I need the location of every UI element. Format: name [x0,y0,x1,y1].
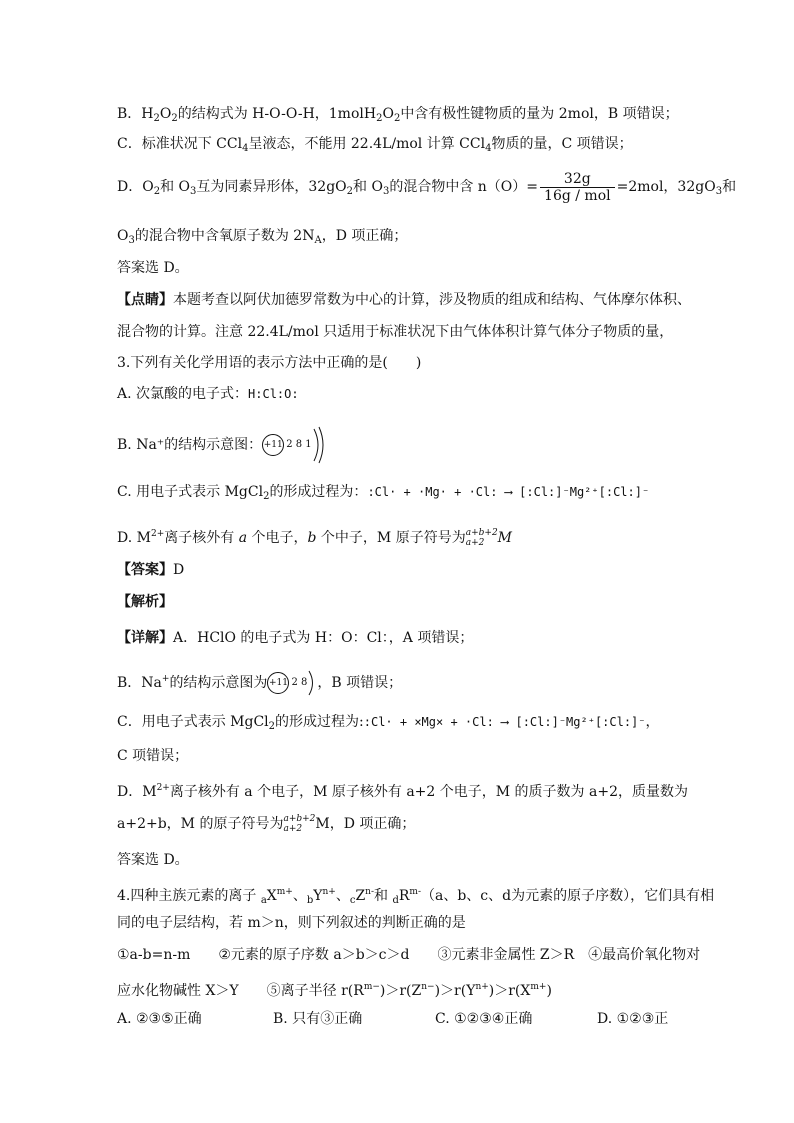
q4-choice-c[interactable] [435,1009,532,1029]
text: ，D 项正确； [321,228,408,244]
text: R [398,888,410,904]
q4-choice-a[interactable] [117,1009,202,1029]
subscript: A [314,235,322,246]
text: )＞r(Z [379,983,422,999]
q3-detail-c-cont [117,746,188,766]
text: 的结构示意图为 [169,675,268,691]
q2-option-d-explanation-cont [117,226,407,251]
q2-option-d-explanation [117,170,736,209]
nuclide-indices [466,528,498,548]
electron-shells: 2 8 1 [286,439,312,450]
q3-option-a [117,384,299,404]
q3-detail-d-cont [117,814,415,834]
choice-label: C. ①②③④正确 [435,1011,533,1027]
q2-key-point-cont [117,322,673,342]
superscript: m− [363,982,380,992]
q3-stem [117,353,421,373]
superscript: m+ [276,887,293,897]
superscript: 2+ [156,783,170,793]
q2-answer [117,258,189,278]
text: 、 [335,888,350,904]
electron-shells: 2 8 [291,677,308,688]
mass-number: a+b+2 [465,528,498,538]
text: ，B 项错误； [317,675,403,691]
text: =2mol，32gO [616,179,716,195]
atomic-number: a+2 [465,538,485,548]
text: A. 次氯酸的电子式： [117,386,249,402]
fraction [540,171,615,204]
q3-option-c [117,482,649,507]
text: A．HClO 的电子式为 H：O：Cl：，A 项错误； [173,630,474,646]
q3-detail-c [117,712,660,737]
text: 的结构式为 H-O-O-H，1molH [177,106,377,122]
superscript: m+ [530,982,547,992]
subscript: 2 [263,491,270,502]
subscript: 4 [485,143,492,154]
q3-detail-d [117,778,688,802]
q4-stem [117,882,714,911]
shell-arcs-icon [312,425,326,465]
text: 的形成过程为: [275,714,364,730]
text: a+2+b，M 的原子符号为 [117,816,284,832]
subscript: d [392,895,399,906]
text: O [382,106,394,122]
q3-final-answer [117,850,189,870]
text: B．Na [117,675,162,691]
text: )＞r(X [488,983,531,999]
text: ①a-b=n-m ②元素的原子序数 a＞b＞c＞d ③元素非金属性 Z＞R ④最高价氧化物对 [117,947,701,963]
q4-choice-b[interactable] [273,1009,362,1029]
analysis-label: 【解析】 [117,594,173,610]
choice-label: B. 只有③正确 [273,1011,363,1027]
text: 呈液态，不能用 22.4L/mol 计算 CCl [248,136,486,152]
subscript: 2 [376,113,383,124]
text: 的混合物中含氧原子数为 2N [134,228,315,244]
answer-value: D [173,562,185,578]
text: ) [546,983,552,999]
superscript: n+ [322,887,336,897]
q4-choice-d[interactable] [597,1009,668,1029]
text: ， [645,714,660,730]
text: D. M [117,530,151,546]
superscript: n− [421,982,435,992]
text: ，D 项正确； [329,816,416,832]
q4-statements [117,945,700,965]
superscript: n+ [475,982,489,992]
mass-number: a+b+2 [283,814,316,824]
subscript: 3 [382,186,390,197]
subscript: 2 [268,721,276,732]
text: 互为同素异形体，32gO [196,179,347,195]
subscript: 3 [715,186,723,197]
q3-answer [117,560,184,580]
text: 物质的量，C 项错误； [491,136,633,152]
text: X [266,888,277,904]
subscript: 2 [346,186,354,197]
text: 答案选 D。 [117,852,189,868]
subscript: 3 [128,235,135,246]
text: D．O [117,179,154,195]
text: Z [355,888,366,904]
subscript: 4 [242,143,249,154]
text: B. Na⁺的结构示意图： [117,437,263,453]
text: Y [313,888,323,904]
element-symbol: M [497,530,513,546]
nuclide-indices [283,814,315,834]
subscript: 2 [171,113,178,124]
text: 和 [722,179,737,195]
atomic-number: a+2 [283,824,303,834]
text: 同的电子层结构，若 m＞n，则下列叙述的判断正确的是 [117,915,466,931]
q4-statements-cont [117,977,552,1001]
detail-label: 【详解】 [117,630,173,646]
answer-label: 【答案】 [117,562,173,578]
text: 和 O [160,179,191,195]
question-stem: 3.下列有关化学用语的表示方法中正确的是( ) [117,355,422,371]
text: 的形成过程为： [269,484,368,500]
text: 个中子，M 原子符号为 [316,530,466,546]
q2-option-c-explanation [117,134,633,159]
lewis-formation: :Cl· + ·Mg· + ·Cl: ⟶ [:Cl:]⁻Mg²⁺[:Cl:]⁻ [367,485,650,499]
q3-analysis [117,592,173,612]
element-symbol: M [315,816,330,832]
text: B．H [117,106,154,122]
lewis-formation: :Cl· + ×Mg× + ·Cl: ⟶ [:Cl:]⁻Mg²⁺[:Cl:]⁻ [363,715,646,729]
text: 和 [374,888,393,904]
text: C．标准状况下 CCl [117,136,243,152]
variable: a [238,530,248,546]
lewis-formula: H:Cl:O: [248,387,299,401]
text: 的混合物中含 n（O）= [389,179,539,195]
text: 中含有极性键物质的量为 2mol，B 项错误； [400,106,679,122]
nucleus-circle: +11 [267,672,289,694]
q3-option-d [117,524,512,548]
subscript: 2 [153,113,160,124]
choice-label: D. ①②③正 [597,1011,669,1027]
nucleus-circle: +11 [262,434,284,456]
subscript: 3 [190,186,197,197]
text: O [117,228,129,244]
text: 混合物的计算。注意 22.4L/mol 只适用于标准状况下由气体体积计算气体分子物质的量， [117,324,674,340]
subscript: a [260,895,267,906]
superscript: n- [365,887,375,897]
subscript: b [306,895,314,906]
text: O [159,106,172,122]
text: 本题考查以阿伏加德罗常数为中心的计算，涉及物质的组成和结构、气体摩尔体积、 [173,292,691,308]
text: )＞r(Y [434,983,476,999]
q4-stem-cont [117,913,466,933]
text: 、 [292,888,307,904]
text: 答案选 D。 [117,260,189,276]
text: D．M [117,784,157,800]
variable: b [307,530,317,546]
subscript: 2 [153,186,161,197]
q3-option-b [117,425,326,465]
key-point-label: 【点睛】 [117,292,173,308]
fraction-denominator: 16g / mol [544,187,611,204]
text: 个电子， [247,530,308,546]
text: 和 O [353,179,383,195]
q3-detail-b [117,664,402,698]
text: C. 用电子式表示 MgCl [117,484,264,500]
text: 离子核外有 a 个电子，M 原子核外有 a+2 个电子，M 的质子数为 a+2，质量数为 [169,784,688,800]
text: （a、b、c、d为元素的原子序数），它们具有相 [421,888,715,904]
text: 离子核外有 [164,530,239,546]
superscript: + [161,674,170,684]
fraction-numerator: 32g [540,171,615,188]
text: 4.四种主族元素的离子 [117,888,261,904]
subscript: 2 [393,113,401,124]
choice-label: A. ②③⑤正确 [117,1011,202,1027]
text: C．用电子式表示 MgCl [117,714,269,730]
q2-option-b-explanation [117,104,679,129]
q2-key-point [117,290,691,310]
superscript: 2+ [150,529,165,539]
superscript: m- [409,887,421,897]
subscript: c [349,895,356,906]
shell-arcs-icon [307,668,317,698]
q3-detail-a [117,628,473,648]
text: 应水化物碱性 X＞Y ⑤离子半径 r(R [117,983,364,999]
text: C 项错误； [117,748,189,764]
